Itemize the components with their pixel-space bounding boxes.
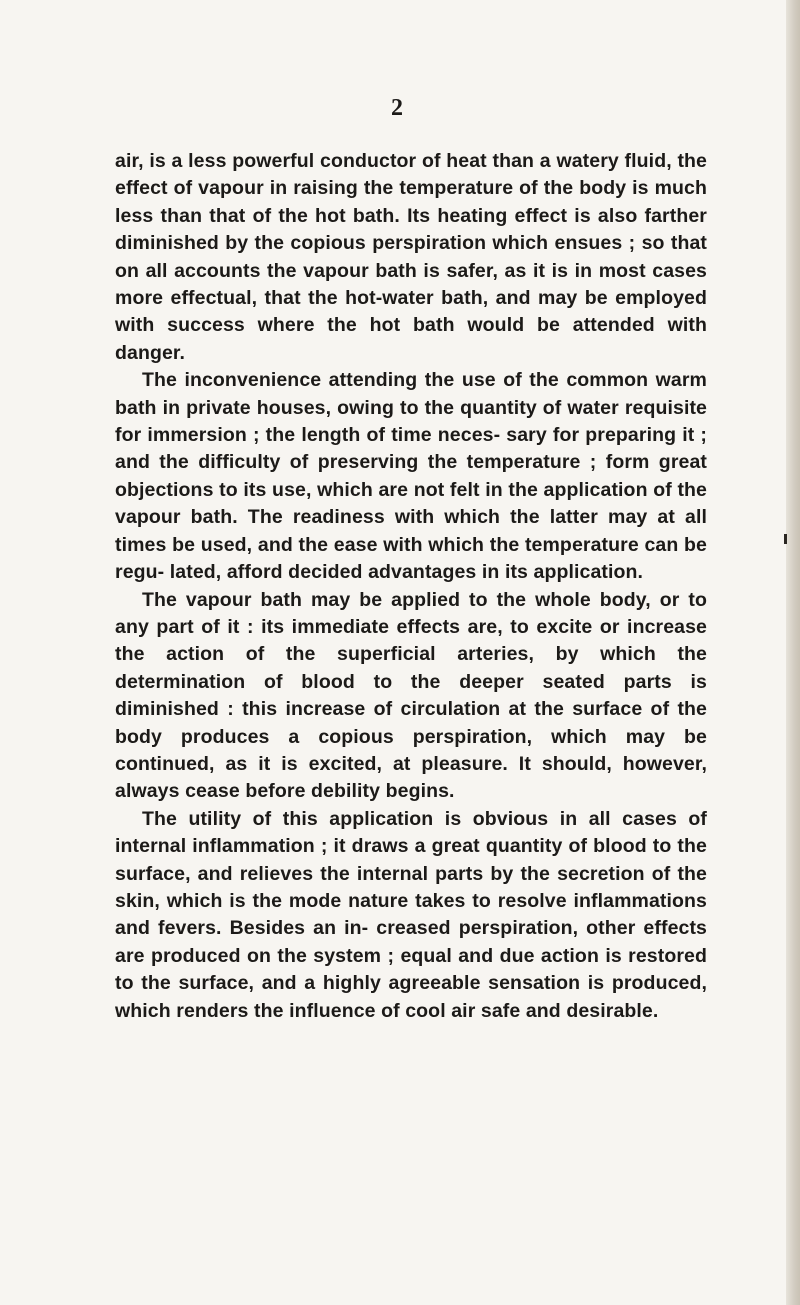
paragraph: The utility of this application is obvious in all cases of internal inflammation ; it draws a great quantity of blood to the surface, and relieves the internal parts by the secretion of the skin, which is the mode nature takes to resolve inflammations and fevers. Besides an in- creased perspiration, other effects are produced on the system ; equal and due action is restored to the surface, and a highly agreeable sensation is produced, which renders the influence of cool air safe and desirable. — [115, 807, 707, 1022]
paragraph: air, is a less powerful conductor of heat than a watery fluid, the effect of vapour in raising the temperature of the body is much less than that of the hot bath. Its heating effect is also farther diminished by the copious perspiration which ensues ; so that on all accounts the vapour bath is safer, as it is in most cases more effectual, that the hot-water bath, and may be employed with success where the hot bath would be attended with danger. — [115, 150, 707, 364]
body-text — [115, 148, 707, 1025]
page-edge — [786, 0, 800, 1305]
paragraph: The inconvenience attending the use of the common warm bath in private houses, owing to the quantity of water requisite for immersion ; the length of time neces- sary for preparing it ; and the difficulty of preserving the temperature ; form great objections to its use, which are not felt in the application of the vapour bath. The readiness with which the latter may at all times be used, and the ease with which the temperature can be regu- lated, afford decided advantages in its application. — [115, 369, 707, 584]
paragraph: The vapour bath may be applied to the whole body, or to any part of it : its immediate effects are, to excite or increase the action of the superficial arteries, by which the determination of blood to the deeper seated parts is diminished : this increase of circulation at the surface of the body produces a copious perspiration, which may be continued, as it is excited, at pleasure. It should, however, always cease before debility begins. — [115, 588, 707, 803]
page-number: 2 — [391, 95, 403, 121]
margin-mark — [784, 534, 787, 544]
